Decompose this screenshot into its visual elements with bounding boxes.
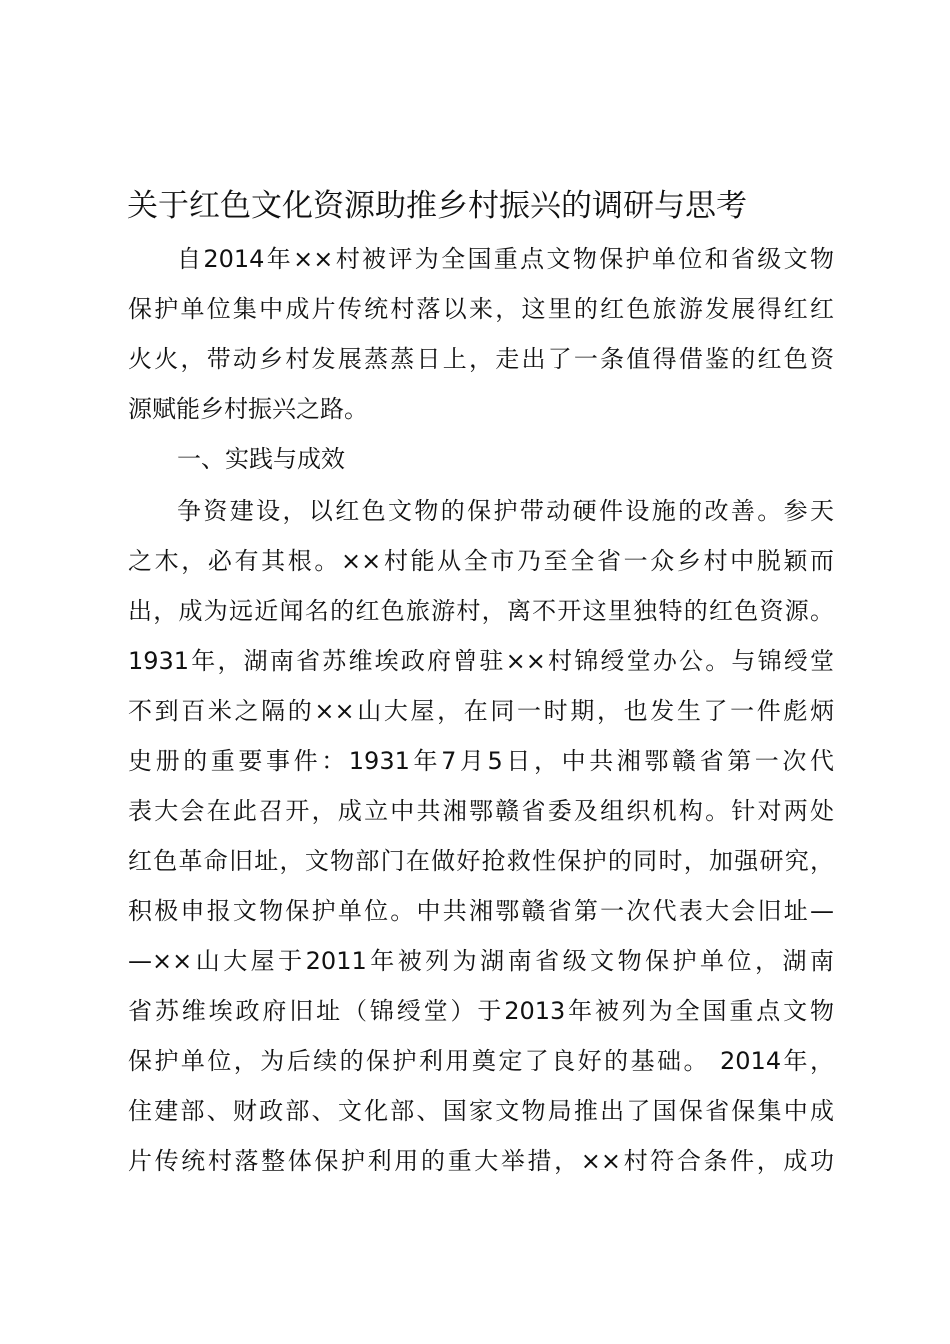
paragraph-line: 保护单位集中成片传统村落以来，这里的红色旅游发展得红红 <box>128 295 834 323</box>
paragraph-line: 积极申报文物保护单位。中共湘鄂赣省第一次代表大会旧址— <box>128 897 834 925</box>
paragraph-line: 保护单位，为后续的保护利用奠定了良好的基础。 2014年， <box>128 1047 834 1075</box>
paragraph-line: 出，成为远近闻名的红色旅游村，离不开这里独特的红色资源。 <box>128 597 834 625</box>
paragraph-line: 红色革命旧址，文物部门在做好抢救性保护的同时，加强研究， <box>128 847 834 875</box>
paragraph-line: 片传统村落整体保护利用的重大举措，××村符合条件，成功 <box>128 1147 834 1175</box>
paragraph-line: 争资建设，以红色文物的保护带动硬件设施的改善。参天 <box>177 497 834 525</box>
paragraph-line: 1931年，湖南省苏维埃政府曾驻××村锦绶堂办公。与锦绶堂 <box>128 647 834 675</box>
document-body <box>128 234 834 1186</box>
paragraph-line: —××山大屋于2011年被列为湖南省级文物保护单位，湖南 <box>128 947 834 975</box>
paragraph-line: 表大会在此召开，成立中共湘鄂赣省委及组织机构。针对两处 <box>128 797 834 825</box>
paragraph-line: 之木，必有其根。××村能从全市乃至全省一众乡村中脱颖而 <box>128 547 834 575</box>
intro-paragraph <box>128 234 834 434</box>
paragraph-line: 源赋能乡村振兴之路。 <box>128 395 368 423</box>
paragraph-line: 自2014年××村被评为全国重点文物保护单位和省级文物 <box>177 245 834 273</box>
document-title: 关于红色文化资源助推乡村振兴的调研与思考 <box>127 188 747 224</box>
paragraph-line: 火火，带动乡村发展蒸蒸日上，走出了一条值得借鉴的红色资 <box>128 345 834 373</box>
paragraph-line: 史册的重要事件：1931年7月5日，中共湘鄂赣省第一次代 <box>128 747 834 775</box>
section-heading: 一、实践与成效 <box>177 445 345 473</box>
paragraph-line: 省苏维埃政府旧址（锦绶堂）于2013年被列为全国重点文物 <box>128 997 834 1025</box>
paragraph-line: 住建部、财政部、文化部、国家文物局推出了国保省保集中成 <box>128 1097 834 1125</box>
paragraph-line: 不到百米之隔的××山大屋，在同一时期，也发生了一件彪炳 <box>128 697 834 725</box>
practice-paragraph <box>128 486 834 1186</box>
